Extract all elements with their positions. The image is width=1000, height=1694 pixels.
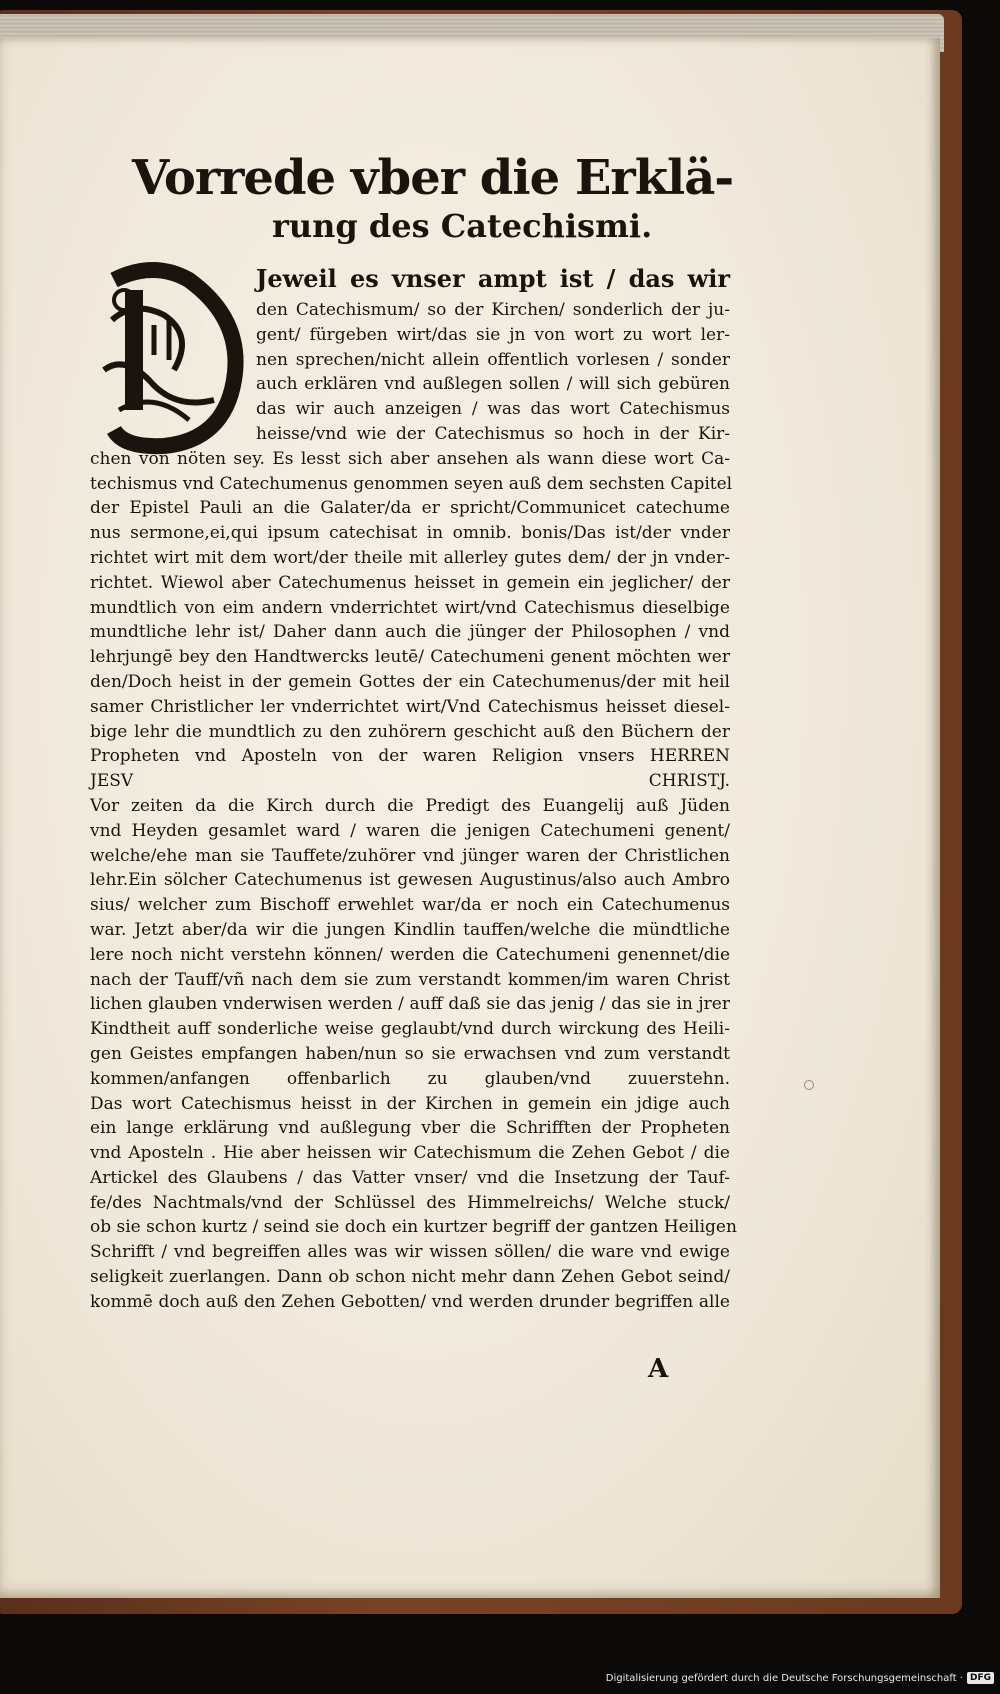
text-line: fe/des Nachtmals/vnd der Schlüssel des Himmelreichs/ Welche stuck/ xyxy=(90,1192,730,1213)
page-title-line-1: Vorrede vber die Erklä- xyxy=(132,150,734,206)
text-line: bige lehr die mundtlich zu den zuhörern geschicht auß den Büchern der xyxy=(90,721,730,742)
signature-mark: A xyxy=(648,1354,669,1384)
text-line: heisse/vnd wie der Catechismus so hoch in der Kir- xyxy=(256,423,730,444)
text-line: lehrjungē bey den Handtwercks leutē/ Catechumeni genent möchten wer xyxy=(90,647,730,668)
text-line: vnd Heyden gesamlet ward / waren die jenigen Catechumeni genent/ xyxy=(90,820,730,841)
page-title-line-2: rung des Catechismi. xyxy=(272,207,653,245)
text-line: mundtlich von eim andern vnderrichtet wirt/vnd Catechismus dieselbige xyxy=(90,597,730,618)
text-line: Propheten vnd Aposteln von der waren Religion vnsers HERREN xyxy=(90,746,730,767)
text-line: der Epistel Pauli an die Galater/da er spricht/Communicet catechume xyxy=(90,498,730,519)
dfg-logo: DFG xyxy=(967,1672,994,1684)
digitization-footer xyxy=(606,1670,994,1686)
text-line: sius/ welcher zum Bischoff erwehlet war/da er noch ein Catechumenus xyxy=(90,895,730,916)
text-line: nen sprechen/nicht allein offentlich vorlesen / sonder xyxy=(256,349,730,370)
text-line: Jeweil es vnser ampt ist / das wir xyxy=(256,264,730,293)
page-text xyxy=(90,150,737,1315)
text-line: war. Jetzt aber/da wir die jungen Kindlin tauffen/welche die mündtliche xyxy=(90,919,730,940)
text-line: samer Christlicher ler vnderrichtet wirt/Vnd Catechismus heisset diesel- xyxy=(90,696,730,717)
text-line: welche/ehe man sie Tauffete/zuhörer vnd jünger waren der Christlichen xyxy=(90,845,730,866)
text-line: Vor zeiten da die Kirch durch die Predigt des Euangelij auß Jüden xyxy=(90,795,730,816)
text-line: das wir auch anzeigen / was das wort Catechismus xyxy=(256,399,730,420)
text-line: gen Geistes empfangen haben/nun so sie erwachsen vnd zum verstandt xyxy=(90,1043,730,1064)
text-line: den Catechismum/ so der Kirchen/ sonderlich der ju- xyxy=(256,300,730,320)
text-line: auch erklären vnd außlegen sollen / will sich gebüren xyxy=(256,374,730,395)
text-line: Artickel des Glaubens / das Vatter vnser/ vnd die Insetzung der Tauf- xyxy=(90,1167,730,1188)
footer-text: Digitalisierung gefördert durch die Deutsche Forschungsgemeinschaft · xyxy=(605,1672,963,1684)
text-line: kommē doch auß den Zehen Gebotten/ vnd werden drunder begriffen alle xyxy=(90,1291,730,1312)
paper-speck xyxy=(804,1080,814,1090)
text-line: nach der Tauff/vñ nach dem sie zum verstandt kommen/im waren Christ xyxy=(90,969,730,990)
text-line: Schrifft / vnd begreiffen alles was wir wissen söllen/ die ware vnd ewige xyxy=(90,1242,730,1263)
text-line: richtet. Wiewol aber Catechumenus heisset in gemein ein jeglicher/ der xyxy=(90,572,730,593)
text-line: mundtliche lehr ist/ Daher dann auch die jünger der Philosophen / vnd xyxy=(90,622,730,643)
decorated-initial-d-icon xyxy=(94,260,246,456)
text-line: kommen/anfangen offenbarlich zu glauben/vnd zuuerstehn. xyxy=(90,1068,730,1089)
text-line: techismus vnd Catechumenus genommen seyen auß dem sechsten Capitel xyxy=(90,473,733,494)
text-line: chen von nöten sey. Es lesst sich aber ansehen als wann diese wort Ca- xyxy=(90,448,730,469)
first-paragraph-block xyxy=(90,260,730,447)
text-line: den/Doch heist in der gemein Gottes der ein Catechumenus/der mit heil xyxy=(90,671,730,692)
text-line: richtet wirt mit dem wort/der theile mit allerley gutes dem/ der jn vnder- xyxy=(90,547,730,568)
text-line: Das wort Catechismus heisst in der Kirchen in gemein ein jdige auch xyxy=(90,1093,730,1114)
text-line: nus sermone,ei,qui ipsum catechisat in omnib. bonis/Das ist/der vnder xyxy=(90,523,730,544)
text-line: lichen glauben vnderwisen werden / auff daß sie das jenig / das sie in jrer xyxy=(90,994,730,1015)
text-line: JESV CHRISTJ. xyxy=(90,771,730,792)
text-line: lehr.Ein sölcher Catechumenus ist gewesen Augustinus/also auch Ambro xyxy=(90,870,730,891)
text-line: lere noch nicht verstehn können/ werden die Catechumeni genennet/die xyxy=(90,944,730,965)
text-line: ein lange erklärung vnd außlegung vber die Schrifften der Propheten xyxy=(90,1118,730,1139)
text-line: Kindtheit auff sonderliche weise geglaubt/vnd durch wirckung des Heili- xyxy=(90,1019,730,1040)
text-line: vnd Aposteln . Hie aber heissen wir Catechismum die Zehen Gebot / die xyxy=(90,1143,730,1164)
body-lines xyxy=(90,447,737,1315)
text-line: seligkeit zuerlangen. Dann ob schon nicht mehr dann Zehen Gebot seind/ xyxy=(90,1267,730,1288)
text-line: gent/ fürgeben wirt/das sie jn von wort zu wort ler- xyxy=(256,324,730,345)
text-line: ob sie schon kurtz / seind sie doch ein kurtzer begriff der gantzen Heiligen xyxy=(90,1217,737,1238)
